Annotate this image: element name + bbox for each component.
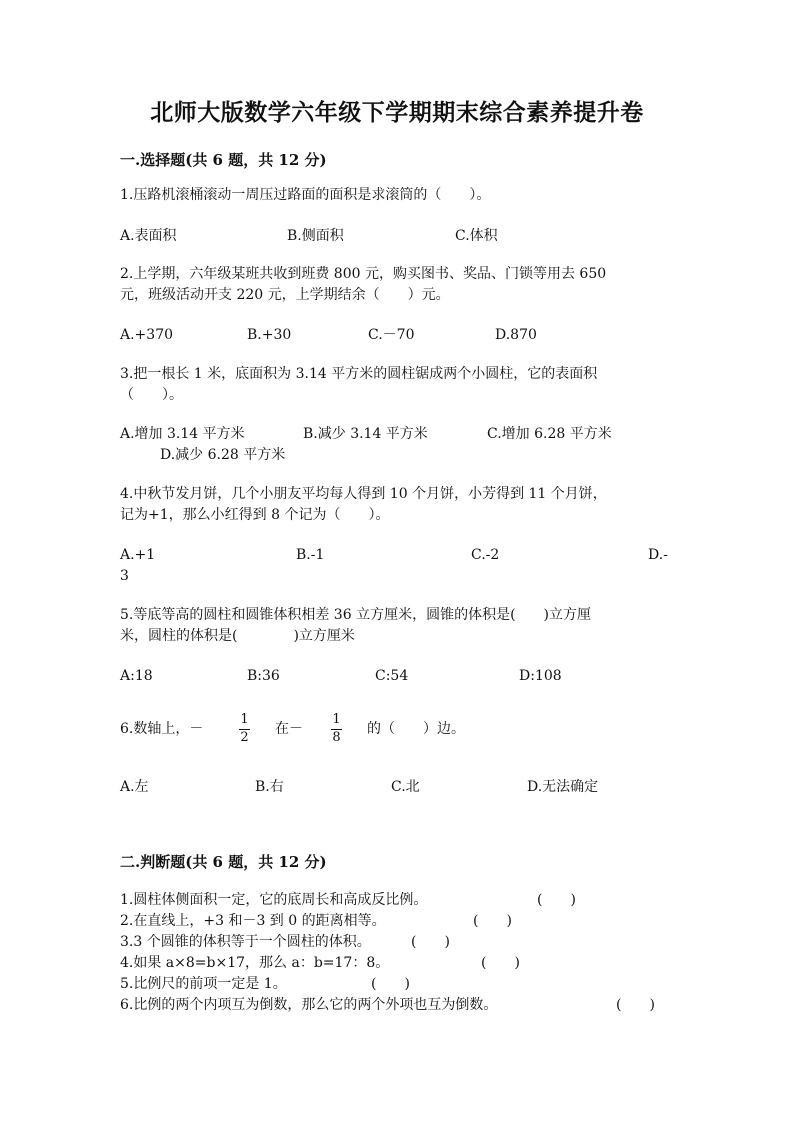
q3-option-a: A.增加 3.14 平方米 bbox=[120, 426, 245, 442]
q6-option-d: D.无法确定 bbox=[527, 779, 599, 795]
question-1-stem: 1.压路机滚桶滚动一周压过路面的面积是求滚筒的（ ）。 bbox=[120, 187, 491, 203]
judgement-item-3-answer: ( ) bbox=[411, 934, 450, 950]
q5-option-d: D:108 bbox=[519, 668, 562, 684]
q3-option-b: B.减少 3.14 平方米 bbox=[303, 426, 428, 442]
question-6-mid: 在－ bbox=[275, 721, 303, 737]
judgement-item-6-answer: ( ) bbox=[616, 997, 655, 1013]
section-heading-true-false: 二.判断题(共 6 题，共 12 分) bbox=[120, 853, 327, 871]
q2-option-d: D.870 bbox=[495, 327, 537, 343]
page-title: 北师大版数学六年级下学期期末综合素养提升卷 bbox=[150, 99, 644, 126]
question-6-suffix: 的（ ）边。 bbox=[367, 721, 465, 737]
judgement-item-2-text: 2.在直线上，+3 和－3 到 0 的距离相等。 bbox=[120, 913, 386, 929]
fraction-numerator: 1 bbox=[332, 712, 341, 727]
q3-option-d: D.减少 6.28 平方米 bbox=[160, 447, 286, 463]
q6-option-b: B.右 bbox=[255, 779, 284, 795]
question-5-line-2: 米，圆柱的体积是( )立方厘米 bbox=[120, 628, 355, 644]
question-3-line-2: （ ）。 bbox=[120, 387, 183, 403]
q5-option-c: C:54 bbox=[375, 668, 409, 684]
question-5-line-1: 5.等底等高的圆柱和圆锥体积相差 36 立方厘米，圆锥的体积是( )立方厘 bbox=[120, 607, 591, 623]
q4-option-b: B.-1 bbox=[296, 547, 325, 563]
question-6-prefix: 6.数轴上，－ bbox=[120, 721, 204, 737]
judgement-item-5-text: 5.比例尺的前项一定是 1。 bbox=[120, 976, 287, 992]
q1-option-c: C.体积 bbox=[455, 228, 498, 244]
fraction-numerator: 1 bbox=[240, 712, 249, 727]
question-2-line-2: 元，班级活动开支 220 元，上学期结余（ ）元。 bbox=[120, 287, 450, 303]
q1-option-a: A.表面积 bbox=[120, 228, 177, 244]
q4-option-d: D.- bbox=[648, 547, 668, 563]
q6-option-a: A.左 bbox=[120, 779, 149, 795]
q4-option-c: C.-2 bbox=[471, 547, 500, 563]
q5-option-a: A:18 bbox=[120, 668, 153, 684]
q1-option-b: B.侧面积 bbox=[287, 228, 344, 244]
judgement-item-3-text: 3.3 个圆锥的体积等于一个圆柱的体积。 bbox=[120, 934, 371, 950]
fraction-one-eighth bbox=[331, 713, 342, 745]
fraction-denominator: 8 bbox=[332, 730, 341, 745]
judgement-item-4-text: 4.如果 a×8=b×17，那么 a：b=17：8。 bbox=[120, 955, 390, 971]
q2-option-b: B.+30 bbox=[247, 327, 292, 343]
judgement-item-6-text: 6.比例的两个内项互为倒数，那么它的两个外项也互为倒数。 bbox=[120, 997, 498, 1013]
fraction-one-half bbox=[239, 713, 250, 745]
judgement-item-1-answer: ( ) bbox=[537, 892, 576, 908]
q6-option-c: C.北 bbox=[391, 779, 420, 795]
judgement-item-1-text: 1.圆柱体侧面积一定，它的底周长和高成反比例。 bbox=[120, 892, 428, 908]
judgement-item-4-answer: ( ) bbox=[481, 955, 520, 971]
question-2-line-1: 2.上学期，六年级某班共收到班费 800 元，购买图书、奖品、门锁等用去 650 bbox=[120, 266, 607, 282]
section-heading-choice: 一.选择题(共 6 题，共 12 分) bbox=[120, 151, 327, 169]
fraction-denominator: 2 bbox=[240, 730, 249, 745]
judgement-item-2-answer: ( ) bbox=[473, 913, 512, 929]
q4-option-a: A.+1 bbox=[120, 547, 156, 563]
question-4-line-1: 4.中秋节发月饼，几个小朋友平均每人得到 10 个月饼，小芳得到 11 个月饼， bbox=[120, 486, 607, 502]
question-4-line-2: 记为+1，那么小红得到 8 个记为（ ）。 bbox=[120, 507, 390, 523]
q4-option-d-wrap: 3 bbox=[120, 568, 129, 584]
question-3-line-1: 3.把一根长 1 米，底面积为 3.14 平方米的圆柱锯成两个小圆柱，它的表面积 bbox=[120, 366, 598, 382]
q3-option-c: C.增加 6.28 平方米 bbox=[487, 426, 612, 442]
judgement-item-5-answer: ( ) bbox=[371, 976, 410, 992]
q5-option-b: B:36 bbox=[247, 668, 280, 684]
q2-option-c: C.－70 bbox=[368, 327, 415, 343]
q2-option-a: A.+370 bbox=[120, 327, 174, 343]
